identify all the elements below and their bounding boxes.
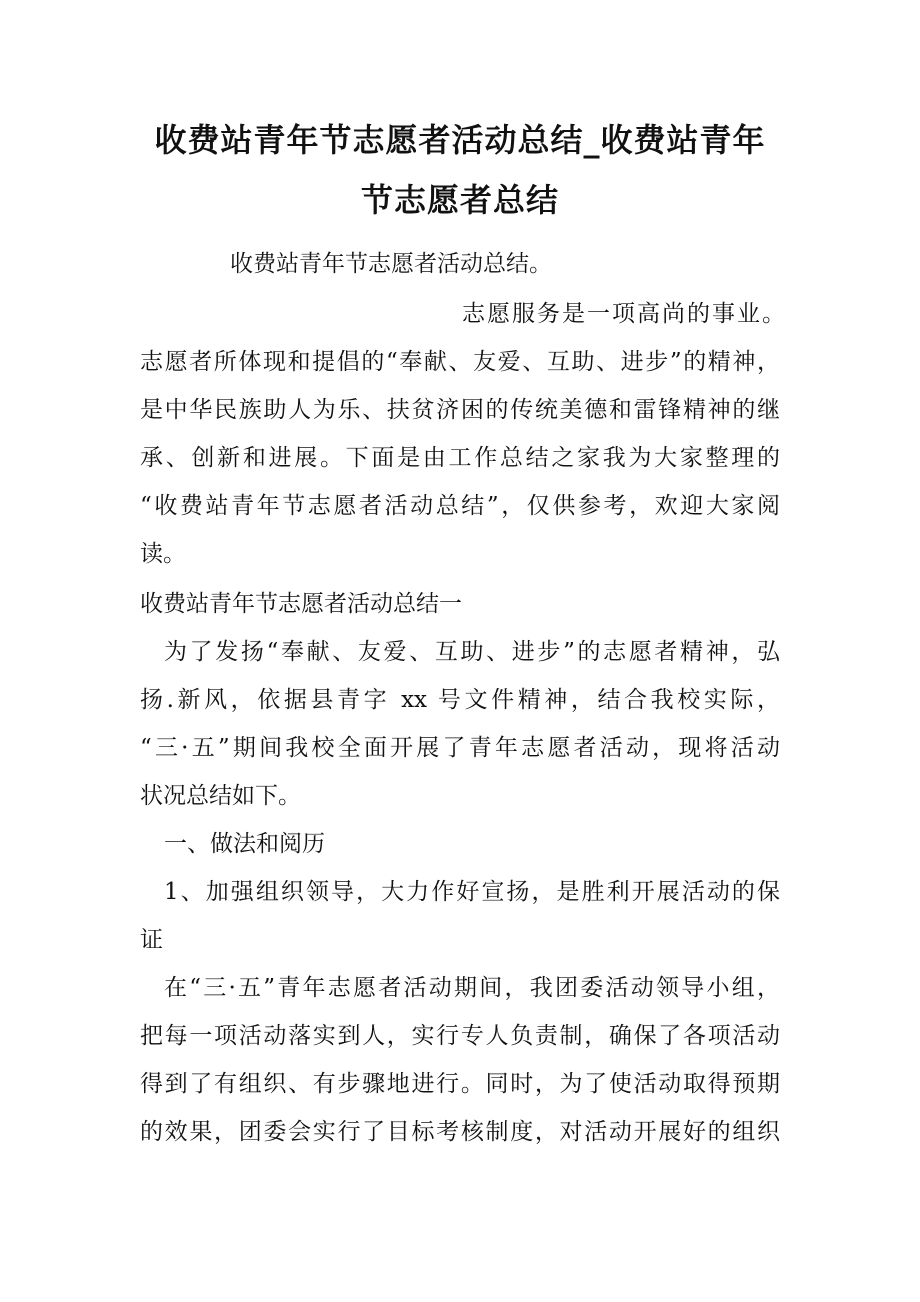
paragraph-line: “三·五”期间我校全面开展了青年志愿者活动，现将活动 bbox=[140, 735, 780, 761]
paragraph-line: 的效果，团委会实行了目标考核制度，对活动开展好的组织 bbox=[140, 1119, 780, 1145]
document-subtitle: 收费站青年节志愿者活动总结。 bbox=[230, 251, 552, 277]
item-line: 1、加强组织领导，大力作好宣扬，是胜利开展活动的保 bbox=[164, 879, 780, 905]
paragraph-line: 得到了有组织、有步骤地进行。同时，为了使活动取得预期 bbox=[140, 1071, 780, 1097]
document-title-line-2: 节志愿者总结 bbox=[360, 181, 559, 219]
paragraph-line: 扬.新风，依据县青字 xx 号文件精神，结合我校实际， bbox=[140, 687, 780, 713]
intro-line: 志愿者所体现和提倡的“奉献、友爱、互助、进步”的精神， bbox=[140, 349, 780, 375]
intro-line: “收费站青年节志愿者活动总结”，仅供参考，欢迎大家阅 bbox=[140, 493, 780, 519]
paragraph-line: 把每一项活动落实到人，实行专人负责制，确保了各项活动 bbox=[140, 1023, 780, 1049]
intro-first-line: 志愿服务是一项高尚的事业。 bbox=[462, 301, 787, 327]
intro-line: 承、创新和进展。下面是由工作总结之家我为大家整理的 bbox=[140, 445, 780, 471]
item-line: 证 bbox=[140, 927, 163, 953]
section-heading: 收费站青年节志愿者活动总结一 bbox=[140, 591, 462, 617]
paragraph-line: 为了发扬“奉献、友爱、互助、进步”的志愿者精神，弘 bbox=[164, 639, 780, 665]
intro-line: 是中华民族助人为乐、扶贫济困的传统美德和雷锋精神的继 bbox=[140, 397, 780, 423]
document-title-line-1: 收费站青年节志愿者活动总结_收费站青年 bbox=[154, 121, 766, 159]
subheading-one: 一、做法和阅历 bbox=[164, 831, 325, 857]
paragraph-line: 在“三·五”青年志愿者活动期间，我团委活动领导小组， bbox=[164, 975, 780, 1001]
intro-line: 读。 bbox=[140, 541, 186, 567]
paragraph-line: 状况总结如下。 bbox=[140, 783, 301, 809]
